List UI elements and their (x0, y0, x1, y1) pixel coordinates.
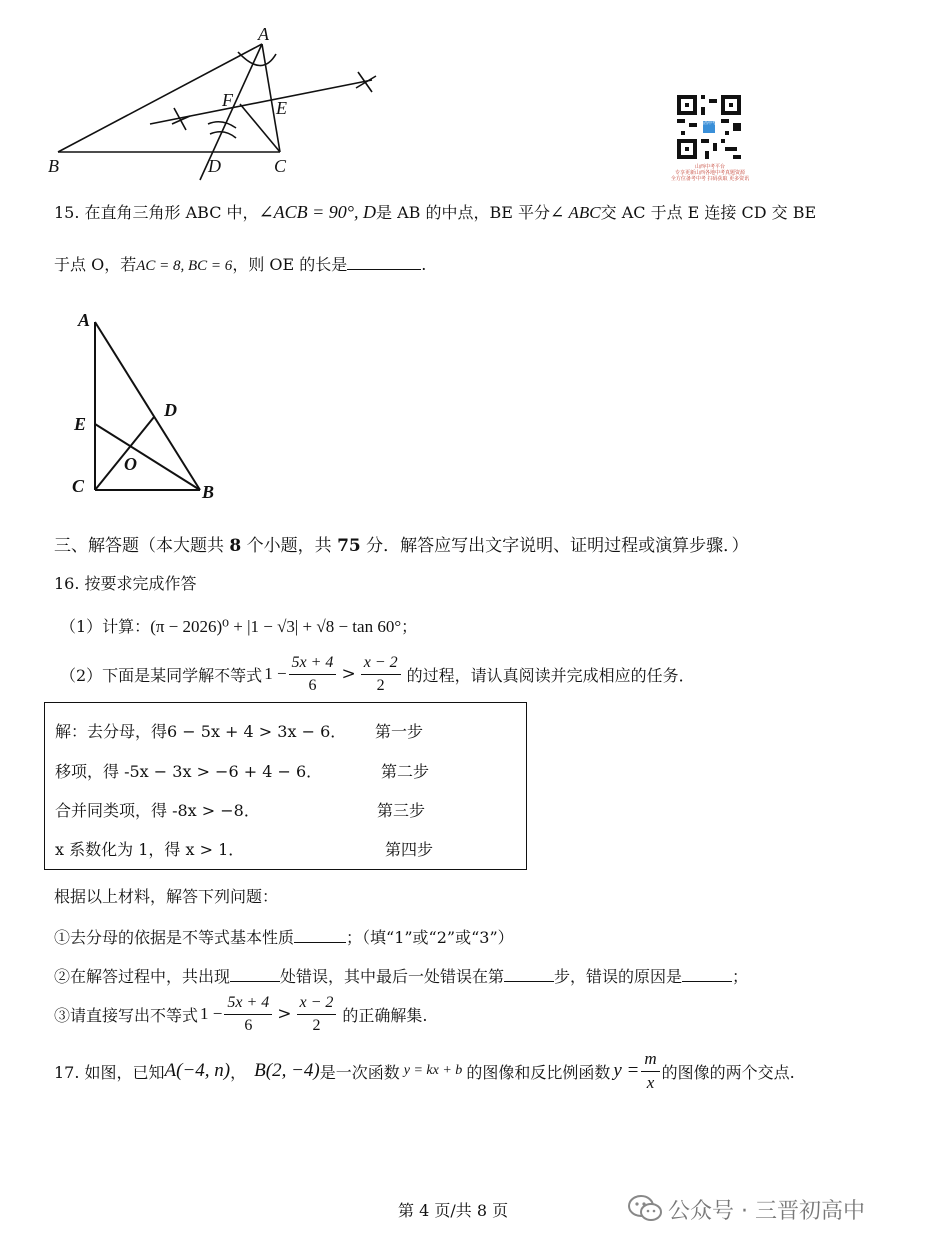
qr-caption-line: 山西中考平台 (694, 164, 725, 170)
q17-inverse-lhs: y = (613, 1060, 640, 1082)
q15-line1 (54, 200, 816, 223)
q16-part1-end: ； (401, 617, 418, 636)
q15-text: ，则 OE 的长是 (232, 255, 348, 274)
q16-task2-text: 步，错误的原因是 (554, 967, 683, 986)
wechat-icon (628, 1195, 662, 1223)
q16-part1 (60, 614, 417, 637)
q16-part2-label: （2）下面是某同学解不等式 (60, 665, 263, 685)
qr-caption-line: 专享更新山西各地中考真题资源 (674, 170, 745, 176)
q16-task2-blank-reason[interactable] (682, 967, 732, 982)
section3-text: 分．解答应写出文字说明、证明过程或演算步骤．） (360, 536, 749, 556)
label-b: B (202, 482, 215, 502)
watermark-text: 公众号 · 三晋初高中 (668, 1199, 865, 1224)
q17-point-a: A(−4, n) (164, 1060, 231, 1082)
q15-angle-acb: ∠ACB = 90°, D (258, 202, 376, 222)
q16-task2 (54, 964, 748, 987)
q16-gt: > (341, 664, 356, 685)
label-d: D (164, 400, 177, 420)
q16-task1-text: ；（填“1”或“2”或“3”） (346, 928, 514, 947)
label-a: A (78, 310, 91, 330)
label-d: D (208, 156, 221, 176)
section3-text: 个小题，共 (241, 536, 338, 556)
label-c: C (72, 476, 85, 496)
q15-line2 (54, 252, 426, 275)
q17-text: 的图像和反比例函数 (466, 1062, 611, 1082)
q15-angle-abc: ∠ ABC (550, 203, 601, 222)
fraction-numerator: x − 2 (361, 654, 401, 675)
q16-part2-suffix: 的过程，请认真阅读并完成相应的任务． (406, 665, 695, 685)
solution-line-4: x 系数化为 1，得 x > 1． (55, 840, 245, 859)
section3-score: 75 (337, 536, 361, 556)
q16-task2-text: 处错误，其中最后一处错误在第 (280, 967, 505, 986)
fraction-denominator: 6 (244, 1016, 253, 1034)
page-number: 第 4 页/共 8 页 (398, 1201, 509, 1220)
segment-eb (95, 424, 200, 490)
q15-text: 交 AC 于点 E 连接 CD 交 BE (600, 203, 817, 222)
fraction-numerator: 5x + 4 (289, 654, 337, 675)
q17-line (54, 1050, 795, 1092)
qr-caption-line: 全方位备考中考 扫码获取 更多资讯 (670, 176, 750, 182)
solution-step-1: 第一步 (375, 722, 424, 741)
q16-fraction-right (361, 654, 401, 694)
q16-task3-fraction-right (297, 994, 337, 1034)
label-e: E (74, 414, 87, 434)
label-f: F (222, 90, 233, 110)
section3-title (54, 531, 749, 556)
fraction-denominator: x (646, 1072, 655, 1092)
q17-text: 17. 如图，已知 (54, 1062, 165, 1082)
section3-count: 8 (229, 536, 242, 556)
q16-task3 (54, 994, 428, 1034)
q15-text: 15. 在直角三角形 ABC 中， (54, 203, 259, 222)
section3-text: 三、解答题（本大题共 (54, 536, 230, 556)
q16-task3-text: ③请直接写出不等式 (54, 1005, 199, 1025)
solution-line-3: 合并同类项，得 -8x > −8． (55, 801, 260, 820)
q16-ineq-one: 1 − (200, 1004, 223, 1024)
q17-point-b: B(2, −4) (254, 1060, 320, 1082)
q16-gt: > (277, 1004, 292, 1025)
q16-task2-text: ； (732, 967, 749, 986)
label-e: E (276, 98, 287, 118)
q15-condition: AC = 8, BC = 6 (136, 258, 233, 274)
q16-fraction-left (289, 654, 337, 694)
q15-text: 是 AB 的中点，BE 平分 (375, 203, 550, 222)
q16-ineq-one: 1 − (264, 664, 287, 684)
q16-task1 (54, 925, 514, 948)
q15-period: . (421, 255, 427, 274)
q16-task3-text: 的正确解集. (342, 1005, 428, 1025)
solution-box (44, 702, 527, 870)
q17-inverse-fraction (641, 1050, 659, 1092)
q16-title: 16. 按要求完成作答 (54, 574, 197, 593)
q17-sep: ， (230, 1062, 247, 1082)
solution-step-4: 第四步 (385, 840, 434, 859)
q16-task2-text: ②在解答过程中，共出现 (54, 967, 231, 986)
fraction-numerator: 5x + 4 (224, 994, 272, 1015)
qr-code (677, 95, 741, 159)
figure-q14 (0, 0, 420, 190)
fraction-denominator: 2 (376, 676, 385, 694)
label-o: O (124, 454, 137, 474)
q16-task2-blank-count[interactable] (230, 967, 280, 982)
label-c: C (274, 156, 287, 176)
q17-text: 是一次函数 (319, 1062, 400, 1082)
solution-step-3: 第三步 (377, 801, 426, 820)
solution-step-2: 第二步 (381, 762, 430, 781)
q15-answer-blank[interactable] (347, 255, 421, 270)
perpendicular-bisector (150, 80, 372, 124)
q16-task1-text: ①去分母的依据是不等式基本性质 (54, 928, 295, 947)
fraction-denominator: 2 (312, 1016, 321, 1034)
label-a: A (258, 24, 269, 44)
label-b: B (48, 156, 59, 176)
q16-part2 (60, 654, 695, 694)
q16-task2-blank-step[interactable] (504, 967, 554, 982)
fraction-denominator: 6 (308, 676, 317, 694)
figure-q15 (60, 300, 240, 510)
q16-part1-expression: (π − 2026)⁰ + |1 − √3| + √8 − tan 60° (150, 617, 402, 636)
solution-line-2: 移项，得 -5x − 3x > −6 + 4 − 6． (55, 762, 323, 781)
q16-task3-fraction-left (224, 994, 272, 1034)
qr-caption (662, 164, 758, 182)
segment-ab (95, 322, 200, 490)
q17-text: 的图像的两个交点. (661, 1062, 795, 1082)
q17-linear-function: y = kx + b (403, 1063, 463, 1079)
q16-after-box: 根据以上材料，解答下列问题： (54, 887, 279, 906)
solution-line-1: 解：去分母，得6 − 5x + 4 > 3x − 6． (55, 722, 347, 741)
q16-task1-blank[interactable] (294, 928, 346, 943)
q16-part1-label: （1）计算： (60, 617, 151, 636)
fraction-numerator: m (641, 1050, 659, 1072)
qr-badge: 山西中考 (700, 120, 716, 125)
fraction-numerator: x − 2 (297, 994, 337, 1015)
q15-text: 于点 O，若 (54, 255, 137, 274)
